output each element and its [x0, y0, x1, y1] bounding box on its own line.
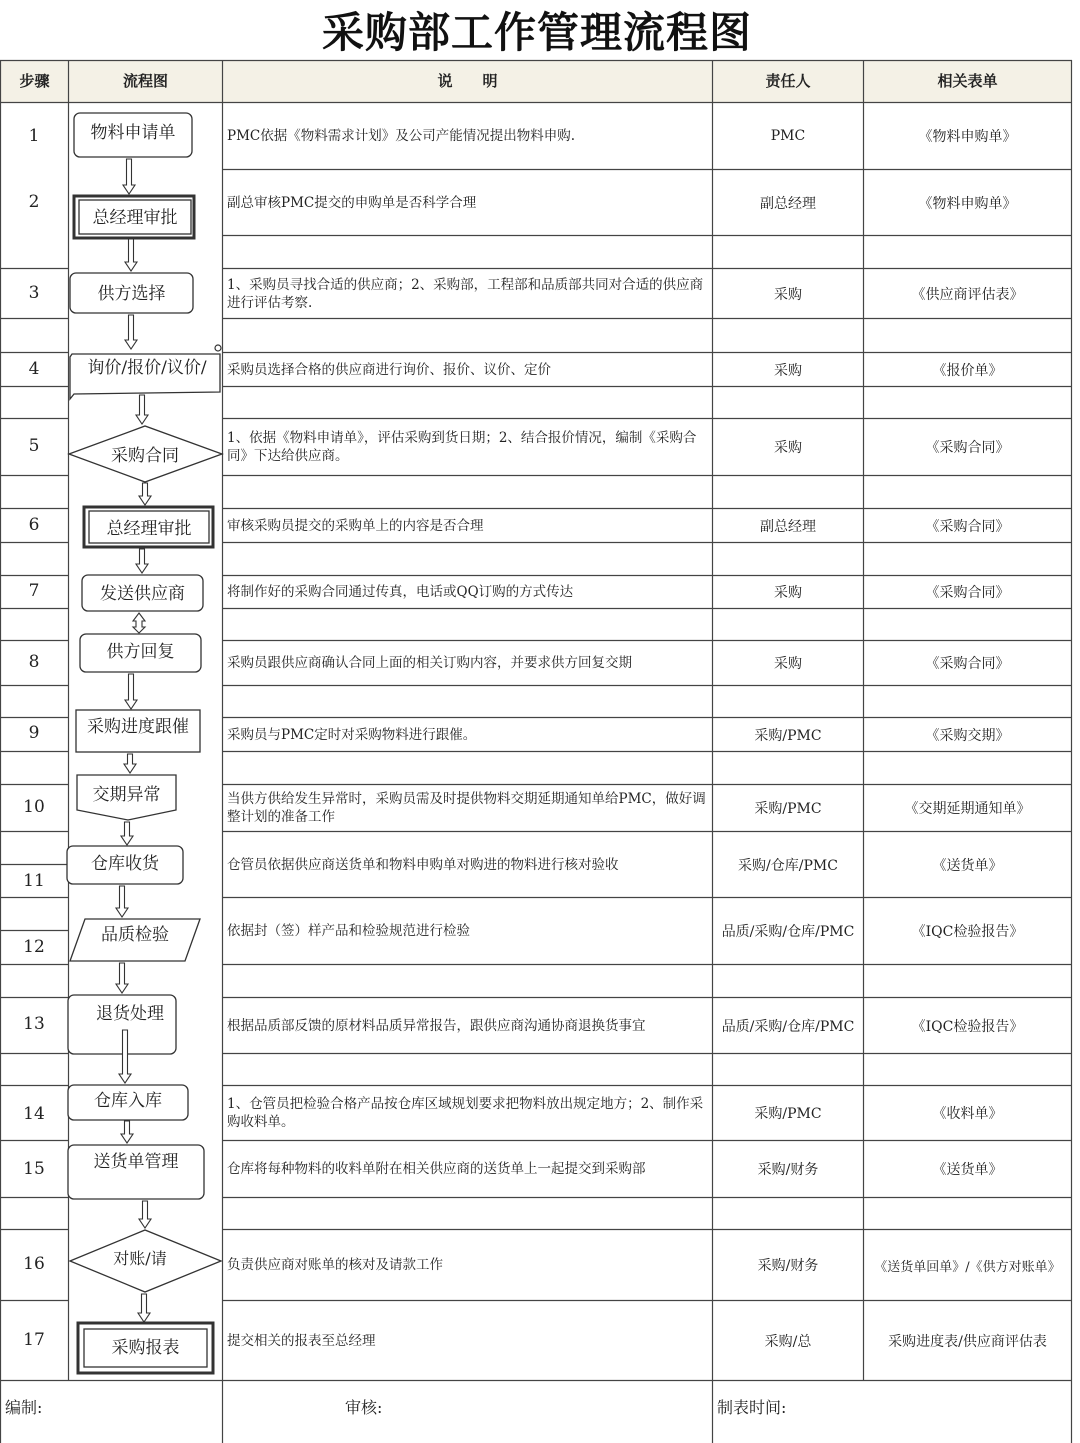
flow-node-label: 物料申请单	[90, 122, 176, 143]
flow-arrow	[136, 395, 148, 424]
header-step: 步骤	[1, 61, 68, 102]
flow-node-label: 采购进度跟催	[87, 716, 189, 737]
step-number: 9	[28, 723, 40, 743]
header-description: 说 明	[223, 61, 712, 102]
step-number: 6	[28, 515, 40, 535]
step-description: 1、采购员寻找合适的供应商；2、采购部，工程部和品质部共同对合适的供应商进行评估考察.	[227, 276, 704, 311]
flow-node-label: 发送供应商	[100, 583, 185, 604]
step-owner: 采购	[774, 286, 802, 303]
step-description: PMC依据《物料需求计划》及公司产能情况提出物料申购.	[227, 128, 576, 144]
flow-node-label: 询价/报价/议价/	[87, 357, 207, 378]
step-forms: 《报价单》	[932, 362, 1003, 379]
step-description: 审核采购员提交的采购单上的内容是否合理	[227, 517, 484, 534]
step-forms: 《采购合同》	[925, 585, 1010, 601]
step-number: 17	[23, 1330, 45, 1350]
step-description: 将制作好的采购合同通过传真，电话或QQ订购的方式传达	[227, 584, 574, 600]
flow-node-label: 采购合同	[111, 445, 179, 466]
flow-arrow	[121, 822, 133, 845]
step-forms: 《物料申购单》	[918, 195, 1017, 212]
step-number: 3	[28, 283, 40, 303]
flow-arrow	[136, 549, 148, 573]
flow-arrow	[139, 483, 151, 505]
step-owner: 采购	[774, 362, 802, 379]
step-forms: 《采购合同》	[925, 656, 1010, 672]
footer-compiled-by: 编制:	[5, 1398, 43, 1417]
flow-node-label: 品质检验	[101, 924, 169, 945]
step-forms: 《IQC检验报告》	[911, 1018, 1024, 1035]
flow-double-arrow	[133, 613, 145, 633]
step-description: 提交相关的报表至总经理	[227, 1332, 376, 1349]
step-number: 5	[28, 436, 40, 456]
step-owner: 采购	[774, 656, 802, 672]
step-owner: 品质/采购/仓库/PMC	[721, 924, 855, 940]
step-number: 2	[28, 192, 40, 212]
step-number: 12	[23, 937, 45, 957]
step-number: 8	[28, 652, 40, 672]
header-forms: 相关表单	[864, 61, 1071, 102]
step-owner: PMC	[770, 128, 806, 144]
step-owner: 采购/PMC	[754, 727, 822, 744]
flow-node-curl	[215, 345, 221, 351]
step-forms: 《交期延期通知单》	[904, 801, 1031, 817]
step-number: 16	[23, 1254, 45, 1274]
flow-arrow	[125, 239, 137, 271]
flow-arrow	[124, 754, 136, 773]
step-forms: 《采购合同》	[925, 440, 1010, 456]
step-description: 当供方供给发生异常时，采购员需及时提供物料交期延期通知单给PMC，做好调整计划的准备工作	[227, 791, 706, 825]
step-description: 仓库将每种物料的收料单附在相关供应商的送货单上一起提交到采购部	[227, 1161, 646, 1177]
step-owner: 副总经理	[760, 195, 816, 212]
step-forms: 《供应商评估表》	[911, 286, 1024, 303]
step-forms: 《采购交期》	[925, 727, 1010, 744]
step-number: 14	[23, 1104, 45, 1124]
step-owner: 采购/财务	[757, 1162, 819, 1178]
flow-node-label: 采购报表	[111, 1337, 180, 1358]
step-forms: 《送货单》	[932, 857, 1003, 874]
step-description: 1、仓管员把检验合格产品按仓库区域规划要求把物料放出规定地方；2、制作采购收料单。	[227, 1096, 704, 1130]
step-description: 根据品质部反馈的原材料品质异常报告，跟供应商沟通协商退换货事宜	[227, 1017, 646, 1034]
step-number: 13	[23, 1014, 45, 1034]
flow-node-label: 交期异常	[92, 784, 161, 805]
flow-arrow	[125, 674, 137, 709]
step-number: 10	[23, 797, 45, 817]
step-forms: 《物料申购单》	[918, 129, 1017, 145]
step-description: 采购员选择合格的供应商进行询价、报价、议价、定价	[227, 361, 551, 378]
flow-node-label: 仓库收货	[91, 853, 159, 874]
step-description: 采购员与PMC定时对采购物料进行跟催。	[227, 726, 477, 743]
step-number: 1	[28, 126, 40, 146]
flow-node-label: 退货处理	[96, 1003, 164, 1024]
header-flowchart: 流程图	[69, 61, 222, 102]
step-description: 采购员跟供应商确认合同上面的相关订购内容，并要求供方回复交期	[227, 655, 632, 671]
step-number: 11	[23, 871, 45, 891]
step-number: 7	[28, 581, 40, 601]
flow-node-label: 送货单管理	[93, 1151, 179, 1172]
flow-arrow	[116, 963, 128, 993]
flow-node-label: 仓库入库	[94, 1090, 162, 1111]
step-description: 仓管员依据供应商送货单和物料申购单对购进的物料进行核对验收	[227, 856, 619, 873]
flow-node-label: 总经理审批	[106, 518, 192, 539]
flow-arrow	[138, 1294, 150, 1322]
flow-arrow	[123, 159, 135, 194]
footer-date: 制表时间:	[717, 1398, 787, 1417]
step-number: 4	[28, 359, 40, 379]
flow-arrow	[125, 315, 137, 349]
page-title: 采购部工作管理流程图	[321, 8, 752, 57]
step-owner: 采购/PMC	[754, 1106, 822, 1122]
flow-arrow	[139, 1201, 151, 1228]
step-forms: 《采购合同》	[925, 518, 1010, 535]
step-description: 依据封（签）样产品和检验规范进行检验	[227, 923, 470, 939]
step-owner: 副总经理	[760, 518, 816, 535]
step-number: 15	[23, 1159, 45, 1179]
flow-node-label: 总经理审批	[92, 207, 178, 228]
step-owner: 采购/PMC	[754, 801, 822, 817]
step-owner: 采购	[774, 440, 802, 456]
step-forms: 《送货单回单》/《供方对账单》	[874, 1259, 1061, 1275]
step-description: 1、依据《物料申请单》，评估采购到货日期；2、结合报价情况，编制《采购合同》下达给供应商。	[227, 430, 697, 464]
flow-node-label: 供方回复	[106, 641, 175, 662]
step-description: 副总审核PMC提交的申购单是否科学合理	[227, 194, 477, 211]
step-forms: 《收料单》	[932, 1106, 1003, 1122]
step-owner: 采购/总	[764, 1333, 812, 1350]
step-owner: 采购/财务	[757, 1258, 819, 1274]
flow-arrow	[116, 886, 128, 917]
step-description: 负责供应商对账单的核对及请款工作	[227, 1257, 443, 1273]
flow-node-label: 对账/请	[113, 1248, 167, 1268]
step-forms: 《送货单》	[932, 1162, 1003, 1178]
step-owner: 采购	[774, 585, 802, 601]
step-forms: 《IQC检验报告》	[911, 924, 1024, 940]
step-owner: 品质/采购/仓库/PMC	[721, 1018, 855, 1035]
step-owner: 采购/仓库/PMC	[738, 857, 838, 874]
step-forms: 采购进度表/供应商评估表	[888, 1333, 1047, 1350]
footer-reviewed-by: 审核:	[345, 1398, 383, 1417]
header-owner: 责任人	[713, 61, 863, 102]
flow-arrow	[121, 1121, 133, 1143]
flow-node-label: 供方选择	[97, 283, 166, 304]
